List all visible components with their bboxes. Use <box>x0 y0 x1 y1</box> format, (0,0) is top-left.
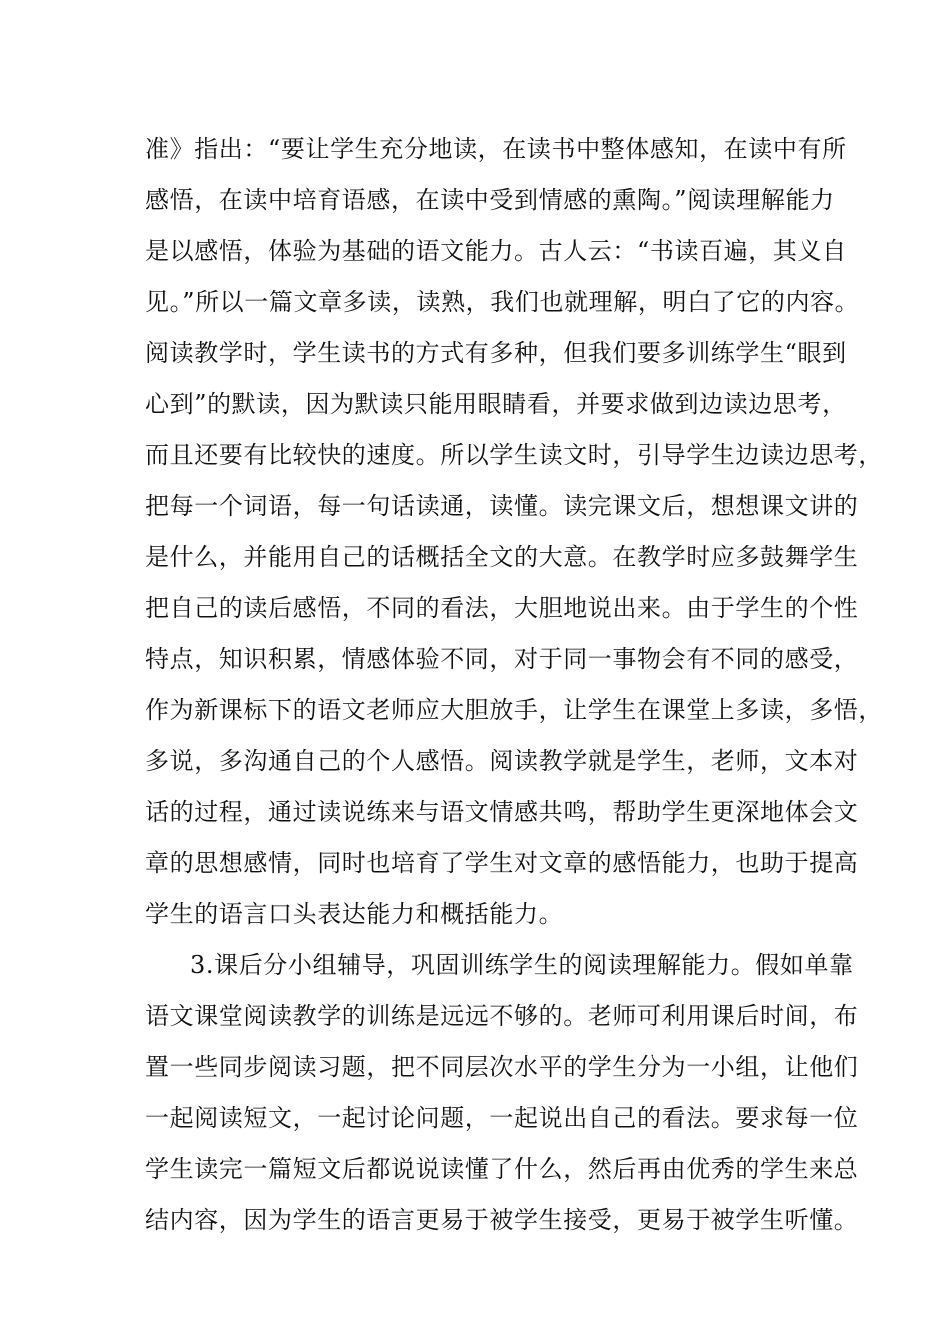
text-line: 感悟，在读中培育语感，在读中受到情感的熏陶。”阅读理解能力 <box>145 186 835 214</box>
text-line: 结内容，因为学生的语言更易于被学生接受，更易于被学生听懂。 <box>145 1206 859 1234</box>
text-line: 见。”所以一篇文章多读，读熟，我们也就理解，明白了它的内容。 <box>145 288 860 316</box>
text-line: 话的过程，通过读说练来与语文情感共鸣，帮助学生更深地体会文 <box>145 798 859 826</box>
text-line: 作为新课标下的语文老师应大胆放手，让学生在课堂上多读，多悟， <box>145 696 883 724</box>
text-line: 准》指出：“要让学生充分地读，在读书中整体感知，在读中有所 <box>145 135 847 163</box>
text-line: 是什么，并能用自己的话概括全文的大意。在教学时应多鼓舞学生 <box>145 543 859 571</box>
text-line: 是以感悟，体验为基础的语文能力。古人云：“书读百遍，其义自 <box>145 237 847 265</box>
text-line: 置一些同步阅读习题，把不同层次水平的学生分为一小组，让他们 <box>145 1053 859 1081</box>
text-line: 多说，多沟通自己的个人感悟。阅读教学就是学生，老师，文本对 <box>145 747 859 775</box>
text-line: 阅读教学时，学生读书的方式有多种，但我们要多训练学生“眼到 <box>145 339 847 367</box>
text-line: 学生读完一篇短文后都说说读懂了什么，然后再由优秀的学生来总 <box>145 1155 859 1183</box>
text-line: 章的思想感情，同时也培育了学生对文章的感悟能力，也助于提高 <box>145 849 859 877</box>
text-line: 而且还要有比较快的速度。所以学生读文时，引导学生边读边思考， <box>145 441 883 469</box>
text-line: 心到”的默读，因为默读只能用眼睛看，并要求做到边读边思考， <box>145 390 847 418</box>
text-line: 3.课后分小组辅导，巩固训练学生的阅读理解能力。假如单靠 <box>190 951 854 979</box>
text-line: 学生的语言口头表达能力和概括能力。 <box>145 900 564 928</box>
text-line: 把每一个词语，每一句话读通，读懂。读完课文后，想想课文讲的 <box>145 492 859 520</box>
text-line: 语文课堂阅读教学的训练是远远不够的。老师可利用课后时间，布 <box>145 1002 859 1030</box>
text-line: 把自己的读后感悟，不同的看法，大胆地说出来。由于学生的个性 <box>145 594 859 622</box>
text-line: 特点，知识积累，情感体验不同，对于同一事物会有不同的感受， <box>145 645 859 673</box>
text-line: 一起阅读短文，一起讨论问题，一起说出自己的看法。要求每一位 <box>145 1104 859 1132</box>
